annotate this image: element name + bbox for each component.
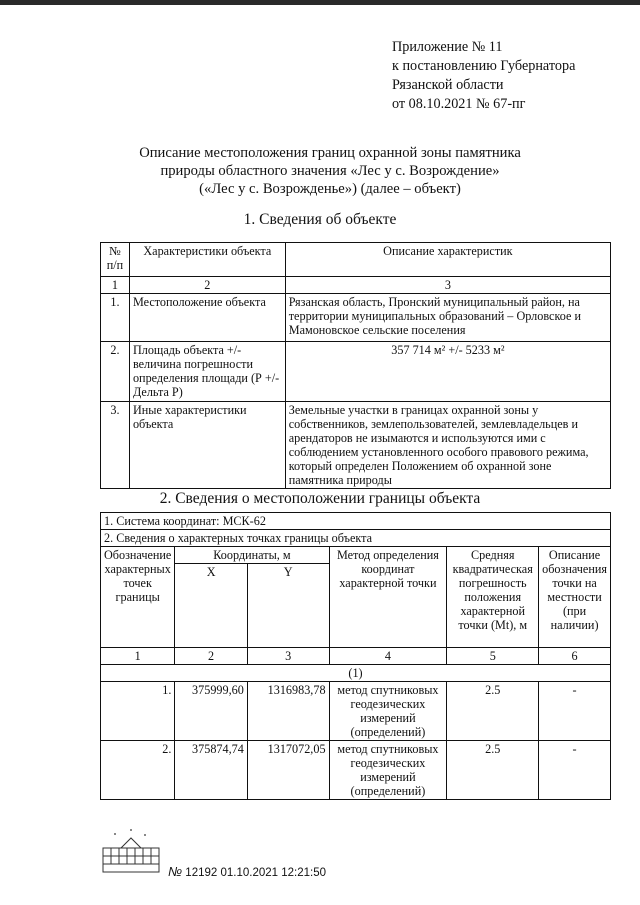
table-row	[101, 294, 611, 342]
point-x: 375874,74	[175, 741, 247, 800]
column-number: 6	[539, 648, 611, 665]
appendix-block	[392, 38, 575, 114]
point-group: (1)	[101, 665, 611, 682]
section-2-heading: 2. Сведения о местоположении границы объекта	[159, 490, 481, 507]
appendix-line-2: к постановлению Губернатора	[392, 58, 576, 74]
appendix-line-3: Рязанской области	[392, 77, 504, 93]
header-y: Y	[247, 564, 329, 648]
point-x: 375999,60	[175, 682, 247, 741]
header-coordinates: Координаты, м	[175, 547, 329, 564]
header-accuracy: Средняя квадратическая погрешность положения характерной точки (Mt), м	[447, 547, 539, 648]
row-num: 2.	[101, 342, 130, 402]
appendix-line-1: Приложение № 11	[392, 39, 503, 55]
table-row	[101, 402, 611, 489]
column-number: 5	[447, 648, 539, 665]
boundary-points-table	[100, 512, 611, 800]
header-num: № п/п	[101, 243, 130, 277]
table-row	[101, 342, 611, 402]
row-characteristic: Иные характеристики объекта	[129, 402, 285, 489]
column-number: 1	[101, 277, 130, 294]
column-number: 3	[285, 277, 610, 294]
column-number: 4	[329, 648, 447, 665]
section-1-heading: 1. Сведения об объекте	[243, 211, 397, 228]
row-description: Земельные участки в границах охранной зоны у собственников, землепользователей, землевладельцев и арендаторов не изымаются и используются ими с соблюдением установленного особого правового режима, который определен Положением об охранной зоне памятника природы	[285, 402, 610, 489]
appendix-line-4: от 08.10.2021 № 67-пг	[392, 96, 526, 112]
points-title: 2. Сведения о характерных точках границы объекта	[101, 530, 611, 547]
title-line-2: природы областного значения «Лес у с. Возрождение»	[160, 163, 500, 179]
row-num: 1.	[101, 294, 130, 342]
registration-text: 12192 01.10.2021 12:21:50	[185, 867, 326, 879]
scan-edge-line	[0, 0, 640, 5]
table-row	[101, 682, 611, 741]
header-characteristics: Характеристики объекта	[129, 243, 285, 277]
point-y: 1316983,78	[247, 682, 329, 741]
title-line-3: («Лес у с. Возрожденье») (далее – объект)	[199, 181, 461, 197]
column-number: 2	[129, 277, 285, 294]
row-characteristic: Площадь объекта +/- величина погрешности определения площади (Р +/- Дельта Р)	[129, 342, 285, 402]
point-description: -	[539, 682, 611, 741]
row-description: Рязанская область, Пронский муниципальный район, на территории муниципальных образований – Орловское и Мамоновское сельские поселения	[285, 294, 610, 342]
column-number: 1	[101, 648, 175, 665]
point-method: метод спутниковых геодезических измерений (определений)	[329, 682, 447, 741]
table-row	[101, 741, 611, 800]
point-id: 2.	[101, 741, 175, 800]
building-stamp-icon	[101, 826, 161, 876]
coordinate-system: 1. Система координат: МСК-62	[101, 513, 611, 530]
header-method: Метод определения координат характерной точки	[329, 547, 447, 648]
title-line-1: Описание местоположения границ охранной зоны памятника	[139, 145, 521, 161]
document-title	[100, 144, 560, 198]
point-y: 1317072,05	[247, 741, 329, 800]
point-accuracy: 2.5	[447, 682, 539, 741]
header-x: X	[175, 564, 247, 648]
object-info-table	[100, 242, 611, 489]
point-description: -	[539, 741, 611, 800]
registration-footer	[168, 864, 326, 879]
column-number: 2	[175, 648, 247, 665]
header-point-description: Описание обозначения точки на местности (при наличии)	[539, 547, 611, 648]
point-method: метод спутниковых геодезических измерений (определений)	[329, 741, 447, 800]
header-point: Обозначение характерных точек границы	[101, 547, 175, 648]
point-accuracy: 2.5	[447, 741, 539, 800]
row-characteristic: Местоположение объекта	[129, 294, 285, 342]
row-num: 3.	[101, 402, 130, 489]
row-description: 357 714 м² +/- 5233 м²	[285, 342, 610, 402]
header-description: Описание характеристик	[285, 243, 610, 277]
point-id: 1.	[101, 682, 175, 741]
registration-mark: №	[168, 864, 183, 879]
column-number: 3	[247, 648, 329, 665]
